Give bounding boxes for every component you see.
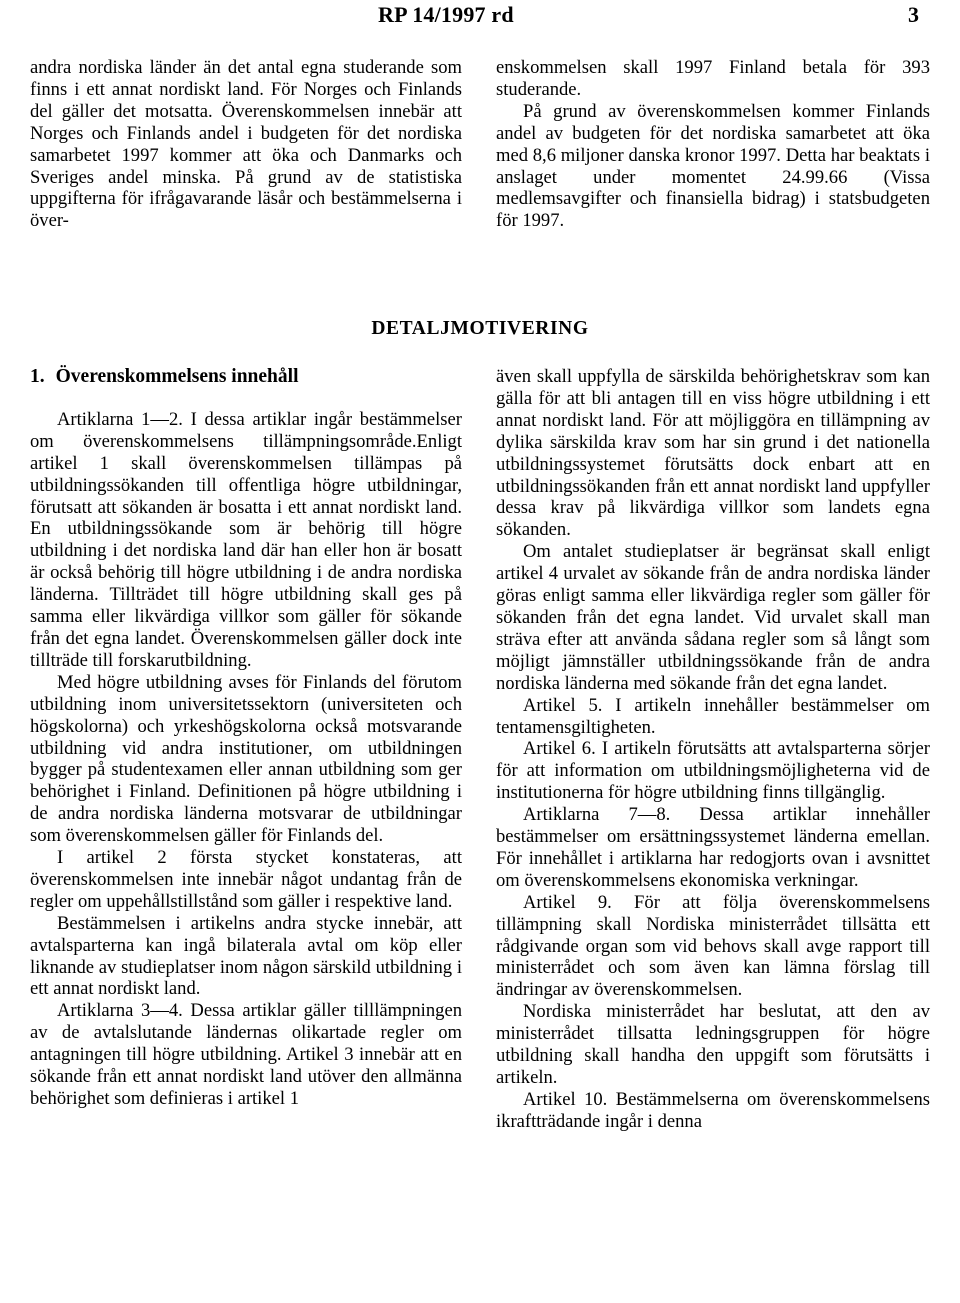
top-left-column — [30, 57, 462, 232]
subsection-heading — [30, 366, 462, 388]
paragraph: andra nordiska länder än det antal egna studerande som finns i ett annat nordiskt land. För Norges och Finlands del gäller det motsatta. Överenskommelsen innebär att Norges och Finlands andel i budgeten för det nordiska samarbetet 1997 kommer att öka och Danmarks och Sveriges andel minska. På grund av de statistiska uppgifterna för ifrågavarande läsår och bestämmelserna i över- — [30, 57, 462, 232]
paragraph: I artikel 2 första stycket konstateras, att överenskommelsen inte innebär något undantag från de regler om uppehållstillstånd som gäller i respektive land. — [30, 847, 462, 912]
paragraph: Artikel 10. Bestämmelserna om överenskommelsens ikraftträdande ingår i denna — [496, 1088, 930, 1132]
page-number: 3 — [908, 2, 919, 27]
paragraph: Artiklarna 1—2. I dessa artiklar ingår bestämmelser om överenskommelsens tillämpningsområde.Enligt artikel 1 skall överenskommelsen tillämpas på utbildningssökanden till offentliga högre utbildningar, förutsatt att sökanden är bosatta i ett annat nordiskt land. En utbildningssökande som är behörig till högre utbildning i det nordiska land där han eller hon är bosatt är också behörig till högre utbildning i de andra nordiska länderna. Tillträdet till högre utbildning skall ges på samma eller likvärdiga villkor som gäller för sökande från det egna landet. Överenskommelsen gäller dock inte tillträde till forskarutbildning. — [30, 408, 462, 671]
subsection-title: Överenskommelsens innehåll — [55, 366, 299, 387]
paragraph: även skall uppfylla de särskilda behörighetskrav som kan gälla för att bli antagen till en viss högre utbildning i ett annat nordiskt land. För att möjliggöra en tillämpning av dylika särskilda krav som har sin grund i det nationella utbildningssystemet förutsätts dock enbart att en utbildningssökanden från ett annat nordiskt land uppfyller dessa krav på likvärdiga villkor som landets egna sökanden. — [496, 366, 930, 541]
paragraph: Artikel 5. I artikeln innehåller bestämmelser om tentamensgiltigheten. — [496, 694, 930, 738]
top-right-column — [496, 57, 930, 232]
paragraph: Bestämmelsen i artikelns andra stycke innebär, att avtalsparterna kan ingå bilaterala avtal om köp eller liknande av studieplatser inom någon särskild utbildning i ett annat nordiskt land. — [30, 912, 462, 1000]
left-column — [30, 366, 462, 1110]
document-reference: RP 14/1997 rd — [378, 2, 514, 27]
paragraph: Nordiska ministerrådet har beslutat, att den av ministerrådet tillsatta ledningsgruppen för högre utbildning skall handha den uppgift som förutsätts i artikeln. — [496, 1001, 930, 1088]
paragraph: Artikel 9. För att följa överenskommelsens tillämpning skall Nordiska ministerrådet tillsätta ett rådgivande organ som vid behovs skall avge rapport till ministerrådet och som även kan lämna förslag till ändringar av överenskommelsen. — [496, 891, 930, 1001]
paragraph: enskommelsen skall 1997 Finland betala för 393 studerande. — [496, 57, 930, 100]
page-header — [0, 0, 960, 30]
paragraph: Artiklarna 3—4. Dessa artiklar gäller tilllämpningen av de avtalslutande ländernas olikartade regler om antagningen till högre utbildning. Artikel 3 innebär att en sökande från ett annat nordiskt land utöver den allmänna behörighet som definieras i artikel 1 — [30, 1000, 462, 1109]
section-title: DETALJMOTIVERING — [371, 318, 589, 339]
right-column — [496, 366, 930, 1133]
paragraph: På grund av överenskommelsen kommer Finlands andel av budgeten för det nordiska samarbetet att öka med 8,6 miljoner danska kronor 1997. Detta har beaktats i anslaget under momentet 24.99.66 (Vissa medlemsavgifter och finansiella bidrag) i statsbudgeten för 1997. — [496, 100, 930, 232]
paragraph: Med högre utbildning avses för Finlands del förutom utbildning inom universitetssektorn (universiteten och högskolorna) och yrkeshögskolorna också motsvarande utbildning vid andra institutioner, om utbildningen bygger på studentexamen eller annan utbildning som ger behörighet i Finland. Definitionen på högre utbildning i de andra nordiska länderna motsvarar de utbildningar som överenskommelsen gäller för Finlands del. — [30, 671, 462, 847]
paragraph: Artikel 6. I artikeln förutsätts att avtalsparterna sörjer för att information om utbildningsmöjligheterna vid de institutionerna för högre utbildning finns tillgänglig. — [496, 738, 930, 804]
paragraph: Artiklarna 7—8. Dessa artiklar innehåller bestämmelser om ersättningssystemet länderna emellan. För innehållet i artiklarna har redogjorts ovan i avsnittet om överenskommelsens ekonomiska verkningar. — [496, 804, 930, 891]
paragraph: Om antalet studieplatser är begränsat skall enligt artikel 4 urvalet av sökande från de andra nordiska länder göras enligt samma eller likvärdiga regler som gäller för sökanden från det egna landet. Vid urvalet skall man sträva efter att använda sådana regler som så långt som möjligt jämnställer utbildningssökande från de andra nordiska länderna med sökande från det egna landet. — [496, 541, 930, 694]
subsection-number: 1. — [30, 366, 45, 387]
